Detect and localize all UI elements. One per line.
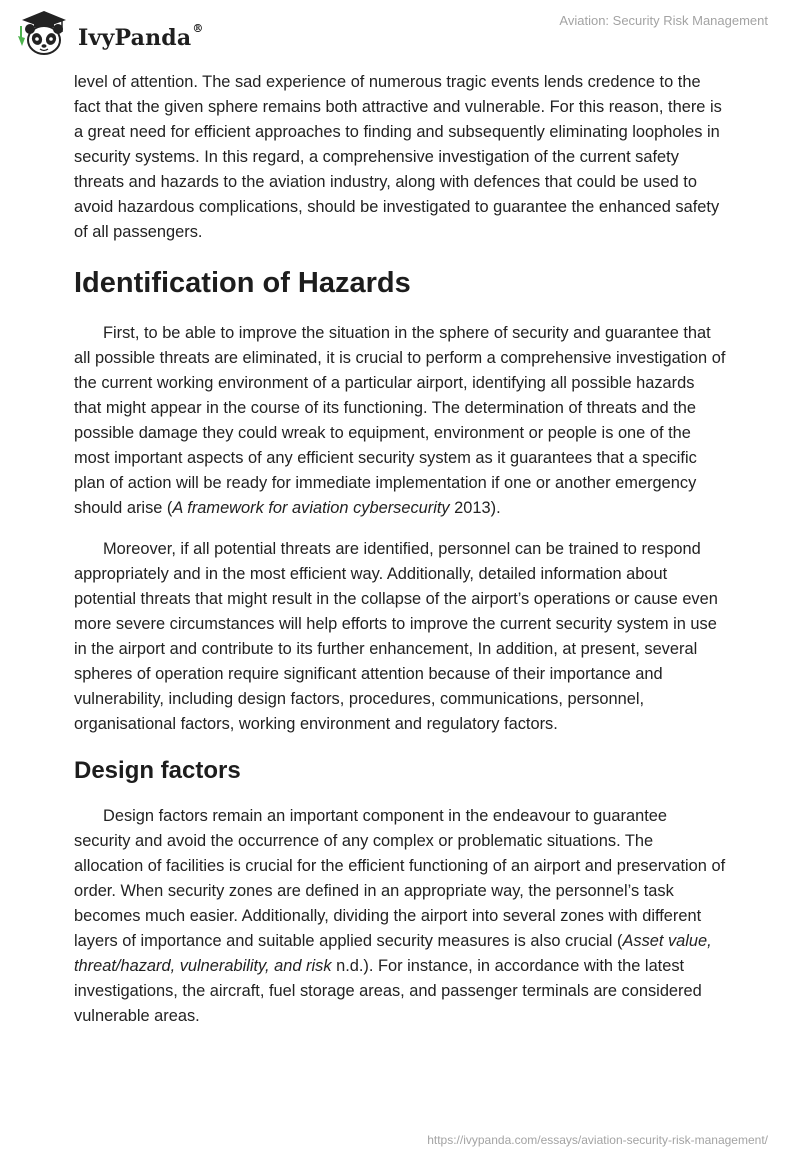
logo-wordmark: IvyPanda® bbox=[78, 22, 204, 51]
citation-asset-value: Asset value, threat/hazard, vulnerability, and risk bbox=[74, 932, 712, 975]
design-paragraph-1: Design factors remain an important component in the endeavour to guarantee security and avoid the occurrence of any complex or problematic situations. The allocation of facilities is crucial for the efficient functioning of an airport and preservation of order. When security zones are defined in an appropriate way, the personnel’s task becomes much easier. Additionally, dividing the airport into several zones with different layers of importance and suitable applied security measures is also crucial (Asset value, threat/hazard, vulnerability, and risk n.d.). For instance, in accordance with the latest investigations, the aircraft, fuel storage areas, and passenger terminals are considered vulnerable areas. bbox=[74, 807, 726, 1025]
citation-aviation-cybersecurity: A framework for aviation cybersecurity bbox=[172, 499, 450, 517]
hazards-paragraph-1: First, to be able to improve the situation in the sphere of security and guarantee that all possible threats are eliminated, it is crucial to perform a comprehensive investigation of the current working environment of a particular airport, identifying all possible hazards that might appear in the course of its functioning. The determination of threats and the possible damage they could wreak to equipment, environment or people is one of the most important aspects of any efficient security system as it guarantees that a specific plan of action will be ready for immediate implementation if one or another emergency should arise (A framework for aviation cybersecurity 2013). bbox=[74, 324, 726, 517]
panda-icon bbox=[14, 8, 74, 56]
source-url[interactable]: https://ivypanda.com/essays/aviation-security-risk-management/ bbox=[427, 1133, 768, 1147]
ivypanda-logo[interactable] bbox=[14, 8, 214, 56]
essay-content bbox=[74, 70, 726, 1029]
hazards-paragraph-2: Moreover, if all potential threats are identified, personnel can be trained to respond appropriately and in the most efficient way. Additionally, detailed information about potential threats that might result in the collapse of the airport’s operations or cause even more severe circumstances will help efforts to improve the current security system in use in the airport and contribute to its further enhancement, In addition, at present, several spheres of operation require significant attention because of their importance and vulnerability, including design factors, procedures, communications, personnel, organisational factors, working environment and regulatory factors. bbox=[74, 540, 718, 733]
heading-design-factors: Design factors bbox=[74, 757, 241, 784]
intro-paragraph: level of attention. The sad experience of numerous tragic events lends credence to the fact that the given sphere remains both attractive and vulnerable. For this reason, there is a great need for efficient approaches to finding and subsequently eliminating loopholes in security systems. In this regard, a comprehensive investigation of the current safety threats and hazards to the aviation industry, along with defences that could be used to avoid hazardous complications, should be investigated to guarantee the enhanced safety of all passengers. bbox=[74, 73, 722, 241]
page-header bbox=[0, 0, 800, 62]
document-title: Aviation: Security Risk Management bbox=[559, 13, 768, 28]
heading-identification-of-hazards: Identification of Hazards bbox=[74, 267, 411, 299]
